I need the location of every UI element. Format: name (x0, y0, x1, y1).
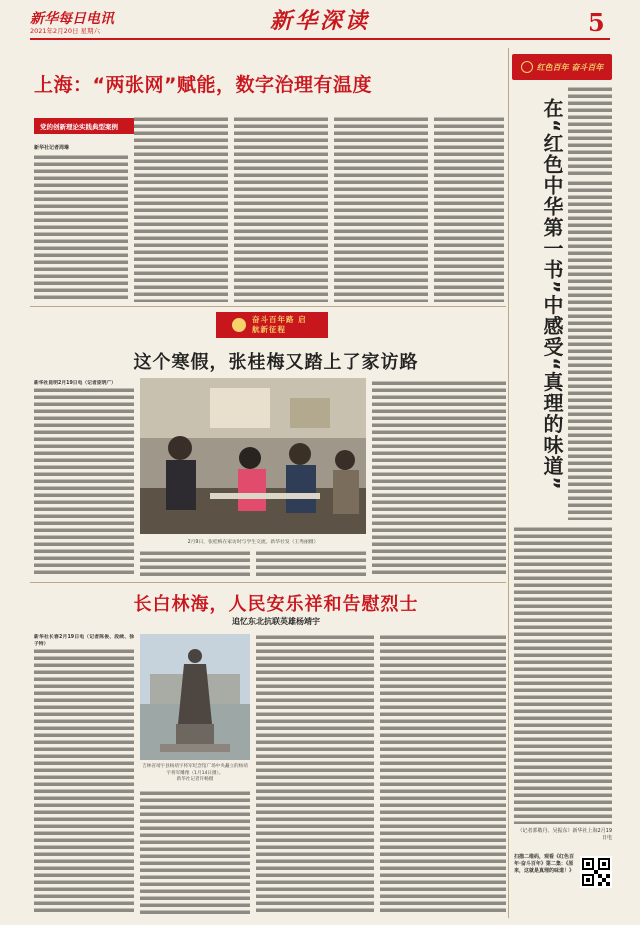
sidebar-vertical-title: 在“红色中华第一书”中感受“真理的味道” (540, 98, 564, 491)
article3-col4 (380, 634, 506, 914)
ribbon (512, 54, 612, 80)
sidebar-col-c (514, 526, 612, 824)
article3-dateline: 新华社长春2月19日电（记者陈俊、段续、徐子特） (34, 635, 134, 647)
article1-col4 (334, 116, 428, 302)
article2-headline: 这个寒假，张桂梅又踏上了家访路 (133, 352, 419, 373)
sidebar-col-a (568, 86, 612, 176)
article2-photo (140, 378, 366, 534)
article3-col3 (256, 634, 374, 914)
issue-date: 2021年2月20日 星期六 (30, 27, 101, 35)
article2-col3-text (372, 380, 506, 576)
article2-col1 (34, 380, 134, 576)
article1-col1-text (34, 154, 128, 302)
article1-col4-text (334, 116, 428, 302)
ribbon-text: 红色百年 奋斗百年 (536, 62, 604, 72)
article1-divider (30, 306, 506, 307)
series-banner-text: 奋斗百年路 启航新征程 (252, 315, 307, 334)
article1-col2-text (134, 116, 228, 302)
party-emblem-icon (232, 318, 246, 332)
masthead (0, 0, 640, 40)
ribbon-logo-icon (521, 61, 533, 73)
series-banner (216, 312, 328, 338)
sidebar-col-c-text (514, 526, 612, 824)
qr-code-icon (582, 858, 610, 886)
article1-col5 (434, 116, 504, 302)
qr-prompt: 扫描二维码，观看《红色百年·奋斗百年》第二集：《原来，这就是真理的味道！》 (514, 854, 575, 874)
qr-code[interactable] (580, 856, 612, 888)
article3-headline: 长白林海，人民安乐祥和告慰烈士 (133, 594, 419, 615)
article1-tag-label: 党的创新理论实践典型案例 (40, 122, 118, 131)
sidebar-col-b-text (568, 180, 612, 520)
article3-col1-text (34, 648, 134, 914)
article3-caption-text: 吉林省靖宇县杨靖宇将军纪念馆广场中央矗立的杨靖宇将军雕像（1月14日摄）。 (142, 764, 248, 776)
sidebar-col-a-text (568, 86, 612, 176)
page-number: 5 (588, 8, 605, 37)
home-visit-illustration (140, 378, 366, 534)
sidebar-footer: （记者郭敬丹、吴振东）新华社上海2月19日电 (517, 828, 612, 841)
article3-caption-credit: 新华社记者许畅摄 (176, 777, 214, 782)
article2-caption: 2月9日，张桂梅在家访时与学生交流。新华社发（王秀丽摄） (187, 540, 319, 545)
sidebar-col-b (568, 180, 612, 520)
article3-col2b-text (140, 790, 250, 914)
article3-col4-text (380, 634, 506, 914)
article1-byline: 新华社记者周琳 (34, 145, 70, 151)
section-logo: 新华深读 (269, 8, 370, 34)
article1-col1 (34, 154, 128, 302)
article3-col1 (34, 634, 134, 914)
article2-col3 (372, 380, 506, 576)
paper-name: 新华每日电讯 (30, 11, 114, 27)
article2-col2b (140, 550, 250, 576)
article3-subhead: 追忆东北抗联英雄杨靖宇 (232, 617, 320, 626)
article3-photo (140, 634, 250, 760)
article2-col2c-text (256, 550, 366, 576)
article1-col3 (234, 116, 328, 302)
article2-col2b-text (140, 550, 250, 576)
article1-col3-text (234, 116, 328, 302)
article2-dateline: 新华社昆明2月19日电（记者庞明广） (34, 381, 116, 386)
article3-col3-text (256, 634, 374, 914)
article1-headline: 上海：“两张网”赋能，数字治理有温度 (34, 74, 372, 96)
article3-col2b (140, 790, 250, 914)
article3-caption (140, 764, 250, 784)
masthead-rule (30, 38, 610, 40)
statue-illustration (140, 634, 250, 760)
article1-col5-text (434, 116, 504, 302)
article1-col2 (134, 116, 228, 302)
article2-col1-text (34, 387, 134, 576)
article2-col2c (256, 550, 366, 576)
article2-divider (30, 582, 506, 583)
sidebar-divider (508, 48, 509, 918)
